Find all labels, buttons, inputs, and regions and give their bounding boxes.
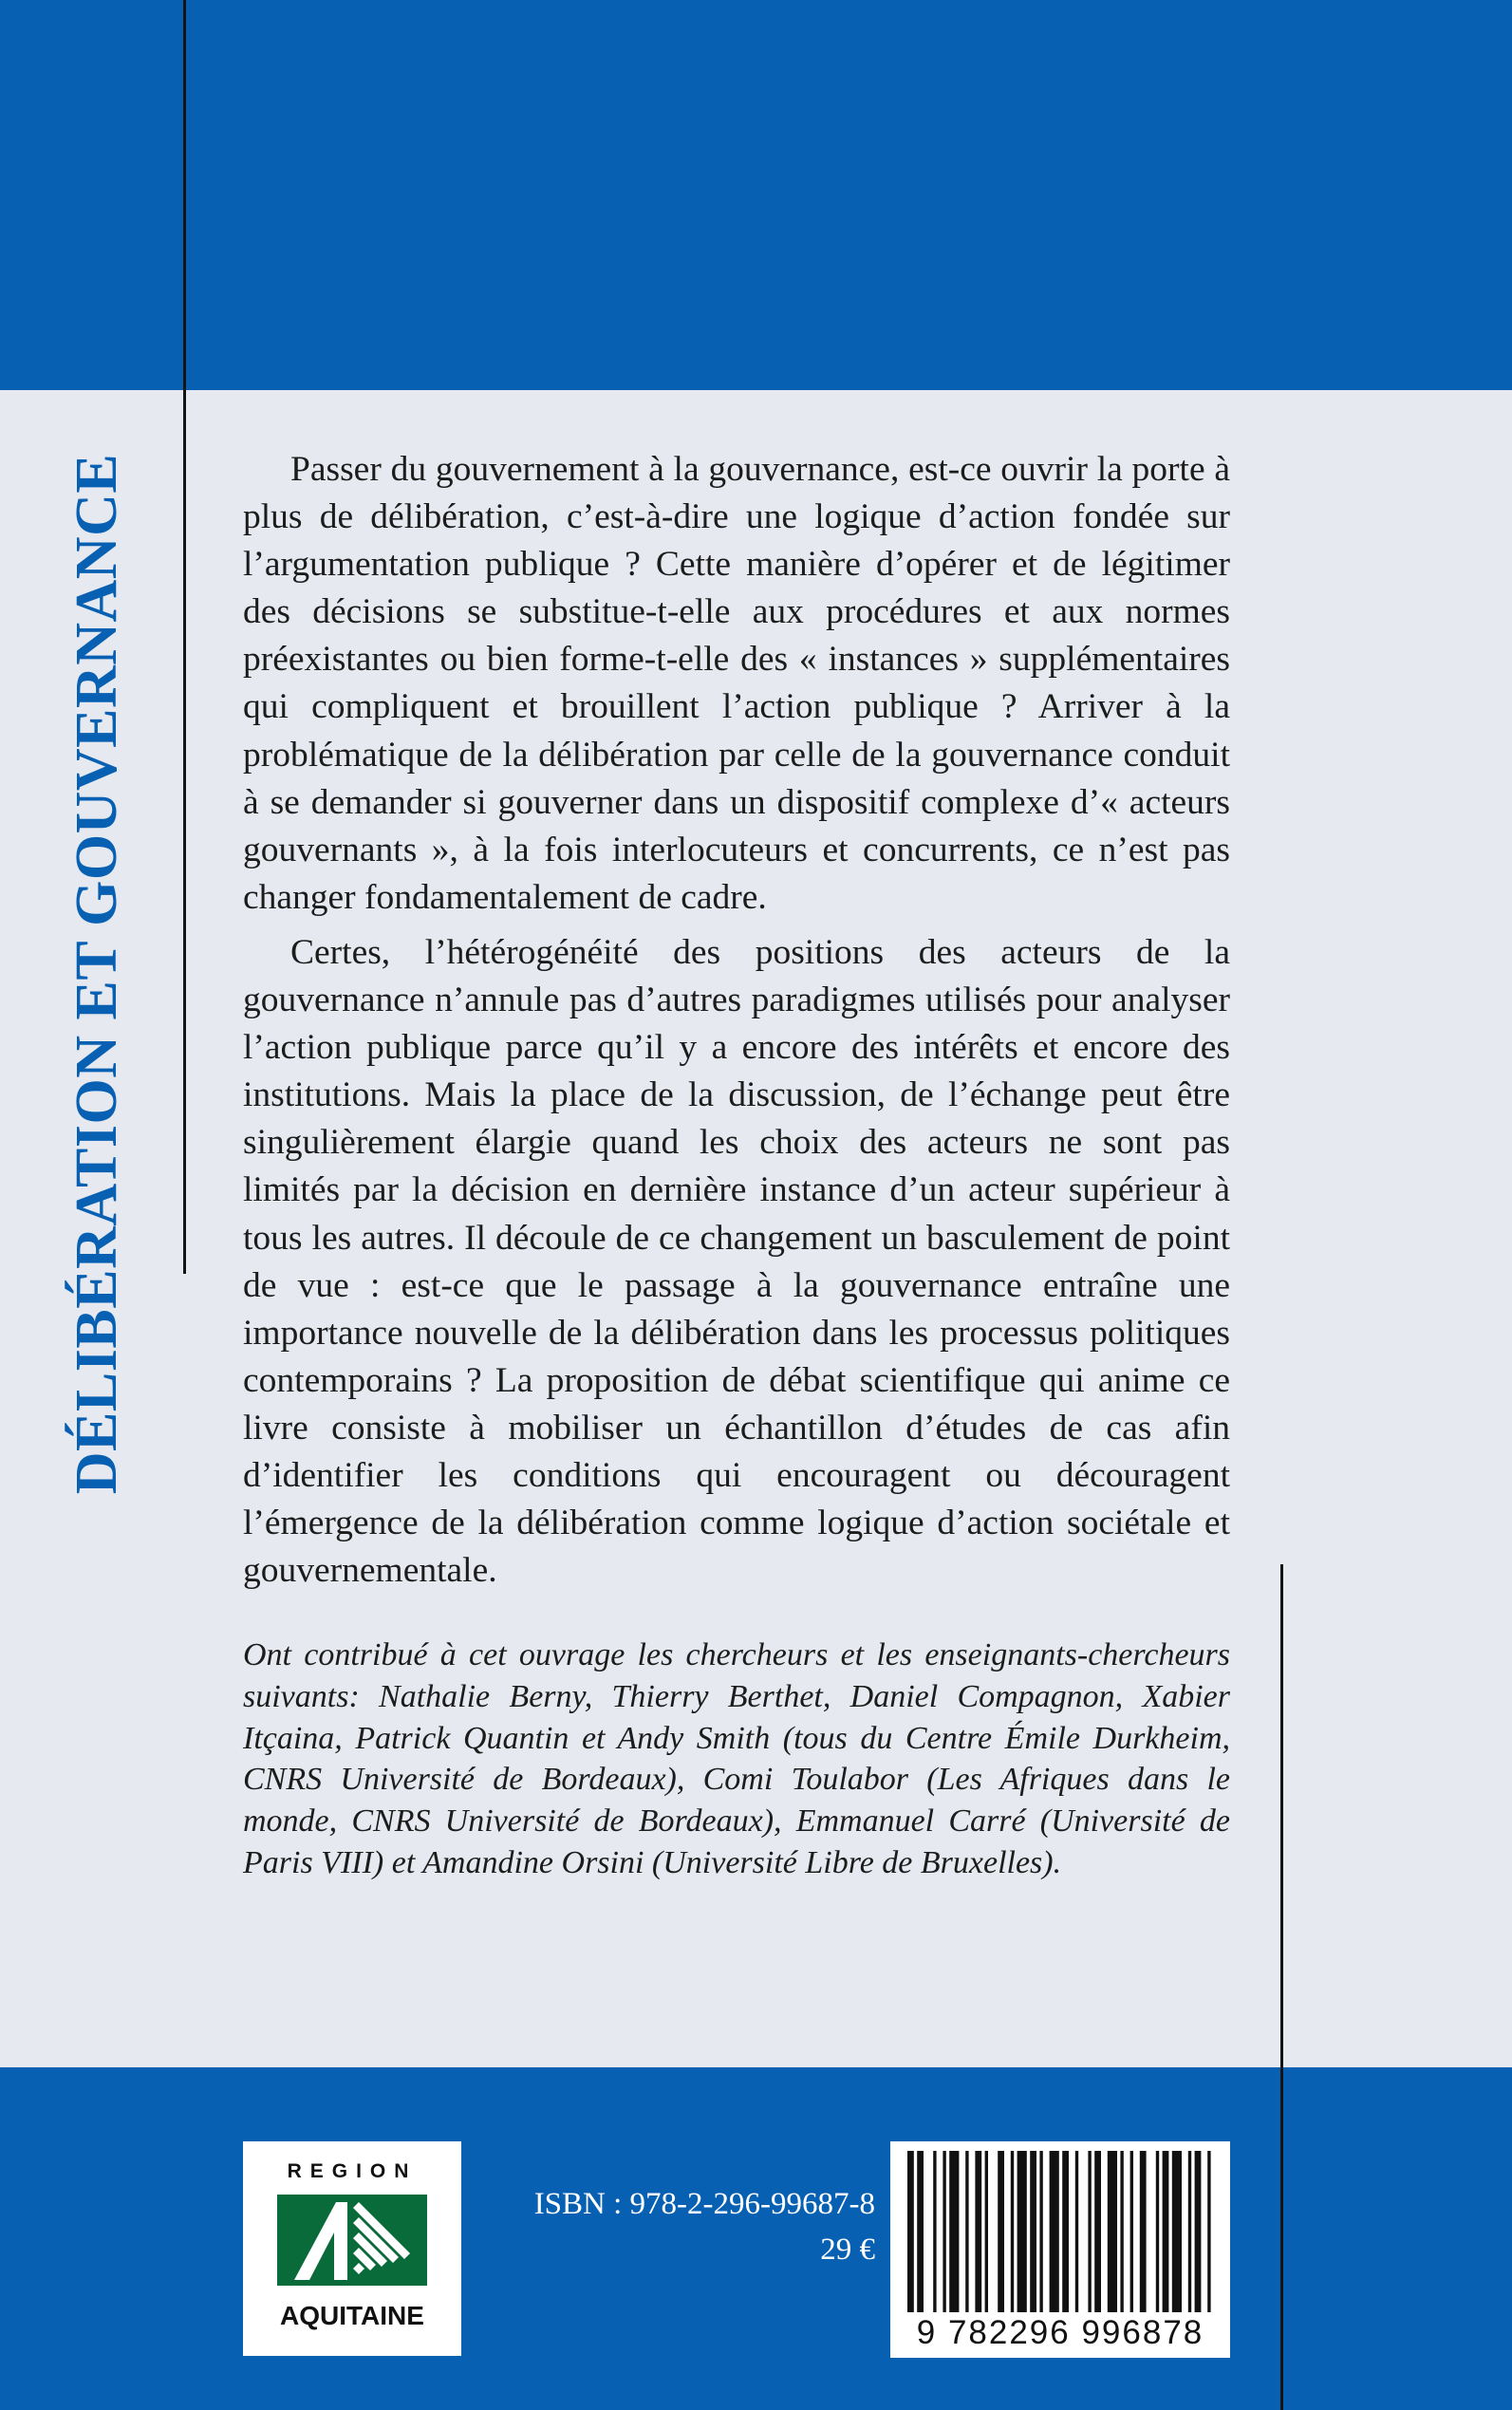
barcode-bar xyxy=(1163,2151,1169,2312)
barcode-bar xyxy=(943,2151,945,2312)
ean13-barcode-icon xyxy=(904,2151,1217,2312)
barcode-bar xyxy=(907,2151,914,2312)
price: 29 € xyxy=(820,2233,875,2267)
barcode-bar xyxy=(1094,2151,1101,2312)
barcode-bar xyxy=(1172,2151,1182,2312)
top-blue-band xyxy=(0,0,1512,390)
barcode-bar xyxy=(1017,2151,1027,2312)
logo-aquitaine-text: AQUITAINE xyxy=(280,2301,424,2330)
region-aquitaine-logo xyxy=(243,2141,461,2356)
barcode-bar xyxy=(1088,2151,1091,2312)
barcode-bar xyxy=(1050,2151,1059,2312)
barcode-bar xyxy=(1075,2151,1078,2312)
barcode-bar xyxy=(965,2151,968,2312)
barcode-bar xyxy=(1011,2151,1014,2312)
paragraph-1: Passer du gouvernement à la gouvernance, est-ce ouvrir la porte à plus de délibération, c’est-à-dire une logique d’action fondée sur l’argumentation publique ? Cette manière d’opérer et de légitimer des décisions se substitue-t-elle aux procédures et aux normes préexistantes ou bien forme-t-elle des « instances » supplémentaires qui compliquent et brouillent l’action publique ? Arriver à la problématique de la délibération par celle de la gouvernance conduit à se demander si gouverner dans un dispositif complexe d’« acteurs gouvernants », à la fois interlocuteurs et concurrents, ce n’est pas changer fondamentalement de cadre. xyxy=(243,450,1230,917)
barcode xyxy=(890,2141,1230,2358)
barcode-bar xyxy=(985,2151,988,2312)
barcode-bar xyxy=(933,2151,936,2312)
barcode-bar xyxy=(1120,2151,1123,2312)
barcode-bar xyxy=(1207,2151,1210,2312)
barcode-bar xyxy=(1156,2151,1159,2312)
barcode-bar xyxy=(1039,2151,1042,2312)
barcode-bar xyxy=(1130,2151,1133,2312)
contributors-paragraph: Ont contribué à cet ouvrage les chercheurs et les enseignants-chercheurs suivants: Nathalie Berny, Thierry Berthet, Daniel Compagnon, Xabier Itçaina, Patrick Quantin et Andy Smith (tous du Centre Émile Durkheim, CNRS Université de Bordeaux), Comi Toulabor (Les Afriques dans le monde, CNRS Université de Bordeaux), Emmanuel Carré (Université de Paris VIII) et Amandine Orsini (Université Libre de Bruxelles). xyxy=(243,1637,1230,1880)
barcode-bar xyxy=(1062,2151,1069,2312)
barcode-bar xyxy=(1030,2151,1036,2312)
barcode-bar xyxy=(1188,2151,1191,2312)
spine-title: DÉLIBÉRATION ET GOUVERNANCE xyxy=(65,453,129,1495)
barcode-digits: 9 782296 996878 xyxy=(916,2314,1204,2351)
isbn-number: ISBN : 978-2-296-99687-8 xyxy=(533,2187,875,2221)
paragraph-2: Certes, l’hétérogénéité des positions des acteurs de la gouvernance n’annule pas d’autres paradigmes utilisés pour analyser l’action publique parce qu’il y a encore des intérêts et encore des institutions. Mais la place de la discussion, de l’échange peut être singulièrement élargie quand les choix des acteurs ne sont pas limités par la décision en dernière instance d’un acteur supérieur à tous les autres. Il découle de ce changement un basculement de point de vue : est-ce que le passage à la gouvernance entraîne une importance nouvelle de la délibération dans les processus politiques contemporains ? La proposition de débat scientifique qui anime ce livre consiste à mobiliser un échantillon d’études de cas afin d’identifier les conditions qui encouragent ou découragent l’émergence de la délibération comme logique d’action sociétale et gouvernementale. xyxy=(243,932,1230,1591)
barcode-bar xyxy=(917,2151,924,2312)
barcode-bar xyxy=(1108,2151,1117,2312)
region-aquitaine-logo-mark-icon xyxy=(277,2195,427,2286)
back-cover-text xyxy=(243,446,1230,1891)
vertical-rule-right xyxy=(1280,1564,1283,2410)
barcode-bar xyxy=(998,2151,1004,2312)
logo-region-text: REGION xyxy=(287,2160,418,2182)
barcode-bar xyxy=(949,2151,959,2312)
barcode-bar xyxy=(1195,2151,1202,2312)
barcode-bar xyxy=(975,2151,981,2312)
barcode-bar xyxy=(1140,2151,1147,2312)
vertical-rule-left xyxy=(183,0,186,1274)
